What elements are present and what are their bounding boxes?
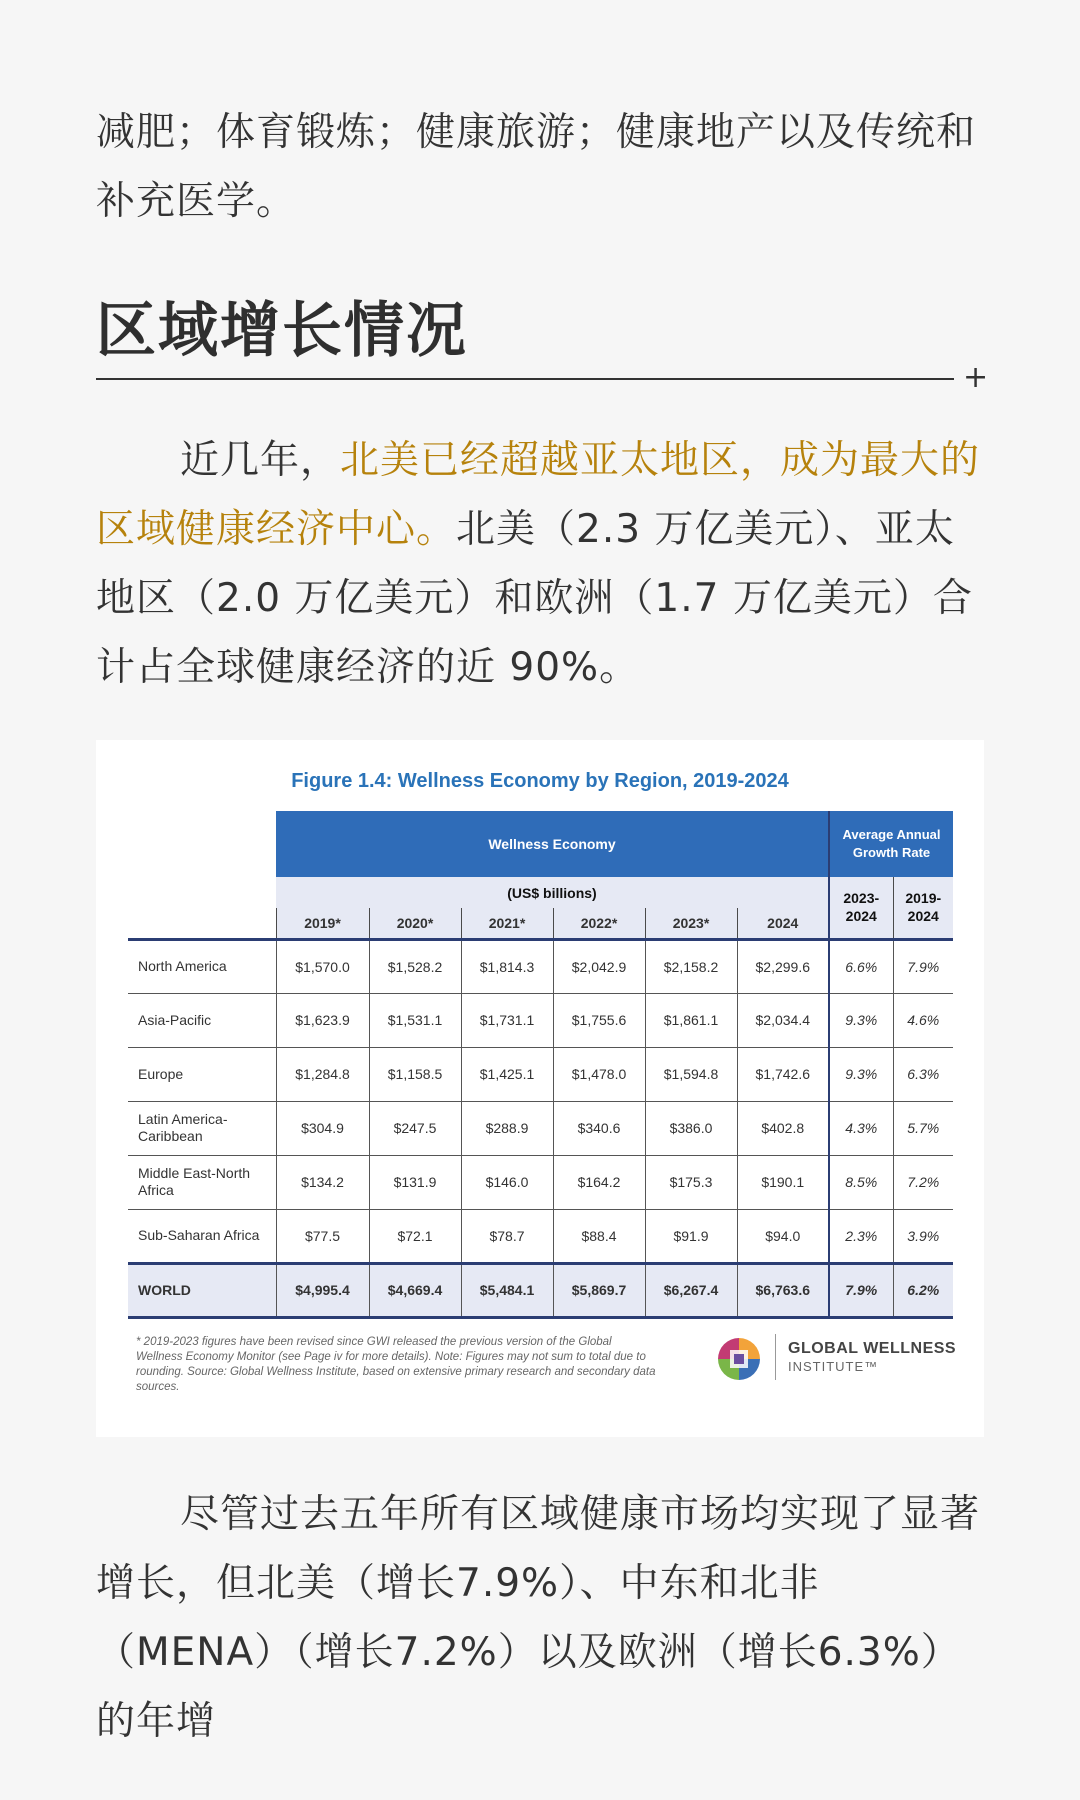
year-2023: 2023*	[645, 908, 737, 939]
region-paragraph	[96, 426, 984, 702]
rate-cell: 5.7%	[893, 1101, 953, 1155]
value-cell: $1,570.0	[276, 939, 369, 993]
value-cell: $402.8	[737, 1101, 829, 1155]
rate-cell: 3.9%	[893, 1209, 953, 1263]
region-name: Latin America-Caribbean	[128, 1101, 276, 1155]
plus-icon: +	[963, 360, 989, 395]
section-title: 区域增长情况	[96, 296, 468, 366]
region-name: Sub-Saharan Africa	[128, 1209, 276, 1263]
highlight-text: 北美已经超越亚太地区，成为最大的区域健康经济中心。	[96, 438, 981, 552]
value-cell: $164.2	[553, 1155, 645, 1209]
value-cell: $72.1	[369, 1209, 461, 1263]
value-cell: $1,158.5	[369, 1047, 461, 1101]
value-cell: $2,042.9	[553, 939, 645, 993]
year-2021: 2021*	[461, 908, 553, 939]
value-cell: $2,158.2	[645, 939, 737, 993]
value-cell: $146.0	[461, 1155, 553, 1209]
year-2022: 2022*	[553, 908, 645, 939]
value-cell: $2,299.6	[737, 939, 829, 993]
value-cell: $386.0	[645, 1101, 737, 1155]
value-cell: $1,594.8	[645, 1047, 737, 1101]
table-row	[128, 1155, 953, 1209]
value-cell: $1,755.6	[553, 993, 645, 1047]
growth-paragraph: 尽管过去五年所有区域健康市场均实现了显著增长，但北美（增长7.9%）、中东和北非（MENA）（增长7.2%）以及欧洲（增长6.3%）的年增	[96, 1492, 981, 1744]
rate-cell: 9.3%	[829, 1047, 893, 1101]
header-units: (US$ billions)	[276, 877, 829, 908]
rate-cell: 9.3%	[829, 993, 893, 1047]
table-row	[128, 1047, 953, 1101]
table-row	[128, 993, 953, 1047]
year-2019: 2019*	[276, 908, 369, 939]
value-cell: $4,669.4	[369, 1263, 461, 1317]
value-cell: $304.9	[276, 1101, 369, 1155]
value-cell: $77.5	[276, 1209, 369, 1263]
logo-text	[788, 1340, 956, 1376]
region-name: Middle East-North Africa	[128, 1155, 276, 1209]
value-cell: $1,742.6	[737, 1047, 829, 1101]
table-row	[128, 1209, 953, 1263]
world-total-row	[128, 1263, 953, 1317]
value-cell: $1,623.9	[276, 993, 369, 1047]
value-cell: $4,995.4	[276, 1263, 369, 1317]
growth-col-2: 2019-2024	[893, 877, 953, 939]
table-row	[128, 939, 953, 993]
value-cell: $78.7	[461, 1209, 553, 1263]
gwi-logo-icon	[716, 1336, 762, 1382]
value-cell: $288.9	[461, 1101, 553, 1155]
rate-cell: 6.3%	[893, 1047, 953, 1101]
table-row	[128, 1101, 953, 1155]
growth-col-1: 2023-2024	[829, 877, 893, 939]
year-2024: 2024	[737, 908, 829, 939]
value-cell: $175.3	[645, 1155, 737, 1209]
logo-separator	[775, 1334, 776, 1380]
year-2020: 2020*	[369, 908, 461, 939]
header-wellness-economy: Wellness Economy	[276, 811, 829, 877]
value-cell: $1,531.1	[369, 993, 461, 1047]
value-cell: $131.9	[369, 1155, 461, 1209]
value-cell: $134.2	[276, 1155, 369, 1209]
value-cell: $1,528.2	[369, 939, 461, 993]
value-cell: $1,861.1	[645, 993, 737, 1047]
region-name: Europe	[128, 1047, 276, 1101]
value-cell: $91.9	[645, 1209, 737, 1263]
world-name: WORLD	[128, 1263, 276, 1317]
rate-cell: 4.6%	[893, 993, 953, 1047]
value-cell: $2,034.4	[737, 993, 829, 1047]
figure-notes: * 2019-2023 figures have been revised since GWI released the previous version of the Global Wellness Economy Monitor (see Page iv for more details). Note: Figures may not sum to total due to rounding. Source: Global Wellness Institute, based on extensive primary research and secondary data sources.	[136, 1336, 656, 1393]
value-cell: $88.4	[553, 1209, 645, 1263]
logo-name: GLOBAL WELLNESS	[788, 1340, 957, 1357]
region-name: Asia-Pacific	[128, 993, 276, 1047]
rate-cell: 6.2%	[893, 1263, 953, 1317]
value-cell: $247.5	[369, 1101, 461, 1155]
rate-cell: 6.6%	[829, 939, 893, 993]
intro-paragraph-tail: 减肥；体育锻炼；健康旅游；健康地产以及传统和补充医学。	[96, 110, 977, 224]
value-cell: $1,731.1	[461, 993, 553, 1047]
value-cell: $6,267.4	[645, 1263, 737, 1317]
wellness-figure	[96, 740, 984, 1437]
rate-cell: 7.9%	[829, 1263, 893, 1317]
header-growth-rate: Average Annual Growth Rate	[829, 811, 953, 877]
wellness-table	[128, 811, 953, 1319]
figure-title: Figure 1.4: Wellness Economy by Region, 2019-2024	[291, 770, 789, 792]
rate-cell: 8.5%	[829, 1155, 893, 1209]
value-cell: $1,284.8	[276, 1047, 369, 1101]
value-cell: $1,814.3	[461, 939, 553, 993]
value-cell: $1,478.0	[553, 1047, 645, 1101]
paragraph-rest: 北美（2.3 万亿美元）、亚太地区（2.0 万亿美元）和欧洲（1.7 万亿美元）合计占全球健康经济的近 90%。	[96, 507, 973, 690]
rate-cell: 2.3%	[829, 1209, 893, 1263]
value-cell: $5,484.1	[461, 1263, 553, 1317]
paragraph-lead: 近几年，	[180, 438, 341, 483]
section-divider	[96, 378, 954, 380]
value-cell: $5,869.7	[553, 1263, 645, 1317]
logo-sub: INSTITUTE™	[788, 1359, 879, 1374]
value-cell: $6,763.6	[737, 1263, 829, 1317]
region-name: North America	[128, 939, 276, 993]
value-cell: $190.1	[737, 1155, 829, 1209]
value-cell: $94.0	[737, 1209, 829, 1263]
rate-cell: 4.3%	[829, 1101, 893, 1155]
value-cell: $1,425.1	[461, 1047, 553, 1101]
rate-cell: 7.2%	[893, 1155, 953, 1209]
value-cell: $340.6	[553, 1101, 645, 1155]
rate-cell: 7.9%	[893, 939, 953, 993]
